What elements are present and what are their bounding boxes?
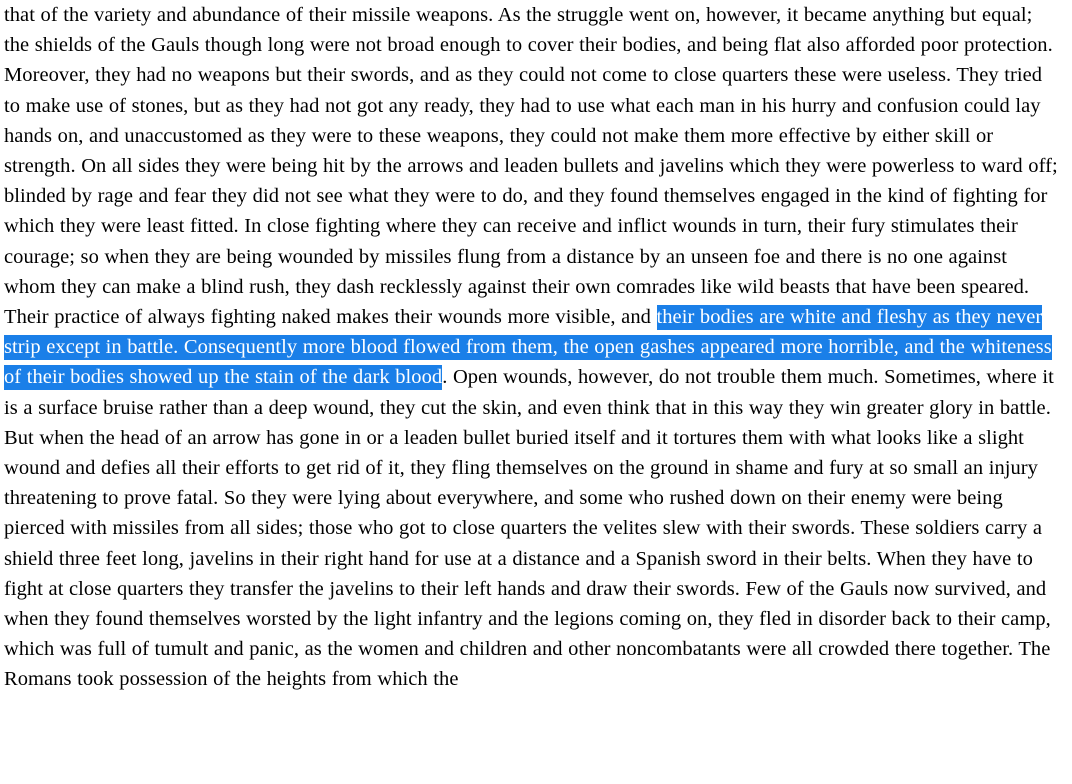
highlighted-selection[interactable]: their bodies are white and fleshy as they never strip except in battle. Consequently more blood flowed from them, the open gashes appeared more horrible, and the whiteness of their bodies showed up the stain of the dark blood (4, 306, 1052, 389)
text-before-selection: that of the variety and abundance of their missile weapons. As the struggle went on, however, it became anything but equal; the shields of the Gauls though long were not broad enough to cover their bodies, and being flat also afforded poor protection. Moreover, they had no weapons but their swords, and as they could not come to close quarters these were useless. They tried to make use of stones, but as they had not got any ready, they had to use what each man in his hurry and confusion could lay hands on, and unaccustomed as they were to these weapons, they could not make them more effective by either skill or strength. On all sides they were being hit by the arrows and leaden bullets and javelins which they were powerless to ward off; blinded by rage and fear they did not see what they were to do, and they found themselves engaged in the kind of fighting for which they were least fitted. In close fighting where they can receive and inflict wounds in turn, their fury stimulates their courage; so when they are being wounded by missiles flung from a distance by an unseen foe and there is no one against whom they can make a blind rush, they dash recklessly against their own comrades like wild beasts that have been speared. Their practice of always fighting naked makes their wounds more visible, and (4, 4, 1058, 329)
document-paragraph[interactable] (4, 0, 1062, 695)
text-after-selection: . Open wounds, however, do not trouble them much. Sometimes, where it is a surface bruise rather than a deep wound, they cut the skin, and even think that in this way they win greater glory in battle. But when the head of an arrow has gone in or a leaden bullet buried itself and it tortures them with what looks like a slight wound and defies all their efforts to get rid of it, they fling themselves on the ground in shame and fury at so small an injury threatening to prove fatal. So they were lying about everywhere, and some who rushed down on their enemy were being pierced with missiles from all sides; those who got to close quarters the velites slew with their swords. These soldiers carry a shield three feet long, javelins in their right hand for use at a distance and a Spanish sword in their belts. When they have to fight at close quarters they transfer the javelins to their left hands and draw their swords. Few of the Gauls now survived, and when they found themselves worsted by the light infantry and the legions coming on, they fled in disorder back to their camp, which was full of tumult and panic, as the women and children and other noncombatants were all crowded there together. The Romans took possession of the heights from which the (4, 366, 1054, 691)
